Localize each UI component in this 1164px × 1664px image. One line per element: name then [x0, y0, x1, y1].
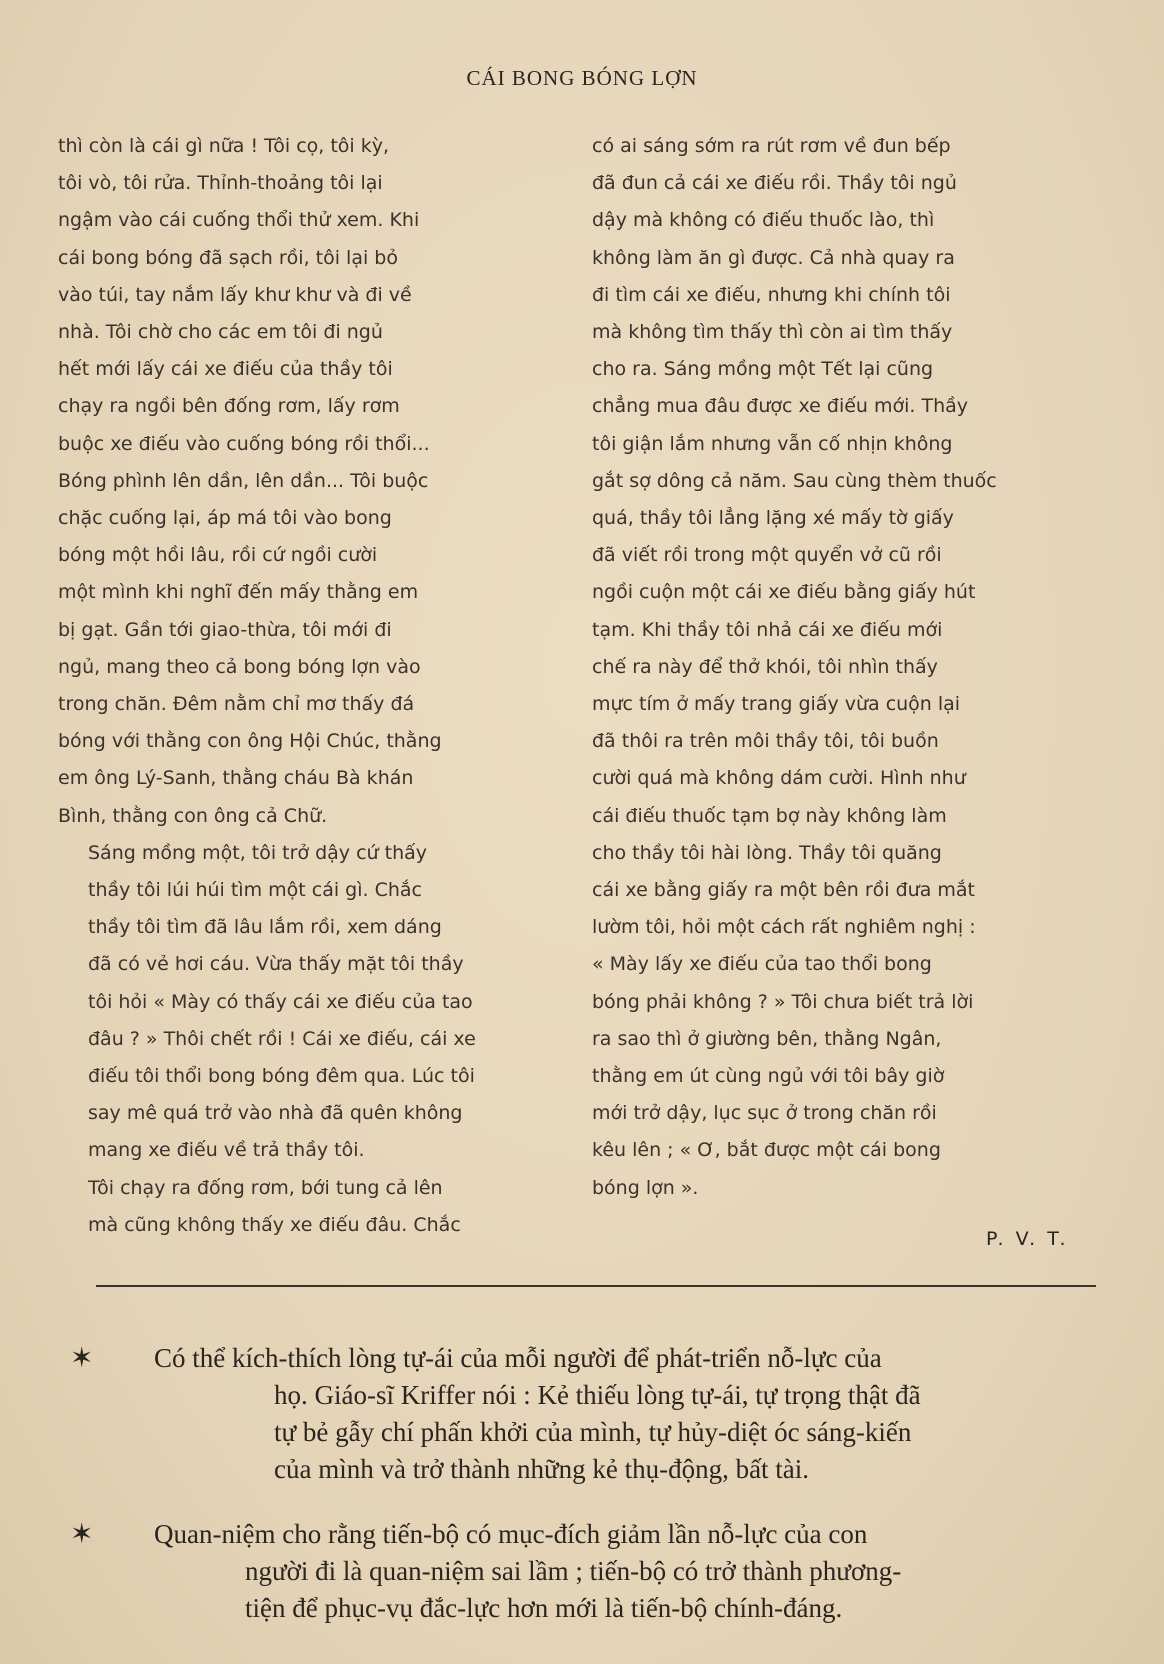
note-line: Quan-niệm cho rằng tiến-bộ có mục-đích giảm lần nỗ-lực của con [154, 1519, 868, 1549]
text-line: có ai sáng sớm ra rút rơm về đun bếp [592, 135, 951, 157]
left-paragraph-3 [58, 1170, 568, 1244]
text-line: tạm. Khi thầy tôi nhả cái xe điếu mới [592, 618, 943, 641]
text-line: đã thôi ra trên môi thầy tôi, tôi buồn [592, 730, 939, 753]
text-line: bóng một hồi lâu, rồi cứ ngồi cười [58, 544, 378, 567]
text-line: mang xe điếu về trả thầy tôi. [88, 1139, 365, 1162]
text-line: kêu lên ; « Ơ, bắt được một cái bong [592, 1139, 941, 1162]
text-line: chạy ra ngồi bên đống rơm, lấy rơm [58, 395, 400, 418]
text-line: « Mày lấy xe điếu của tao thổi bong [592, 953, 932, 976]
text-line: cho ra. Sáng mồng một Tết lại cũng [592, 358, 934, 381]
star-bullet-icon: ✶ [70, 1519, 94, 1550]
text-line: bị gạt. Gần tới giao-thừa, tôi mới đi [58, 618, 392, 641]
text-line: say mê quá trở vào nhà đã quên không [88, 1102, 463, 1125]
text-line: cái bong bóng đã sạch rồi, tôi lại bỏ [58, 246, 398, 269]
text-line: đâu ? » Thôi chết rồi ! Cái xe điếu, cái xe [88, 1027, 476, 1050]
note-line: tiện để phục-vụ đắc-lực hơn mới là tiến-bộ chính-đáng. [245, 1593, 843, 1623]
text-line: quá, thầy tôi lẳng lặng xé mấy tờ giấy [592, 507, 954, 530]
text-line: trong chăn. Đêm nằm chỉ mơ thấy đá [58, 693, 415, 716]
star-bullet-icon: ✶ [70, 1343, 94, 1374]
text-line: đi tìm cái xe điếu, nhưng khi chính tôi [592, 283, 951, 306]
note-line: người đi là quan-niệm sai lầm ; tiến-bộ có trở thành phương- [245, 1556, 902, 1586]
text-line: điếu tôi thổi bong bóng đêm qua. Lúc tôi [88, 1065, 475, 1088]
text-line: buộc xe điếu vào cuống bóng rồi thổi... [58, 432, 430, 455]
text-line: thầy tôi lúi húi tìm một cái gì. Chắc [88, 879, 422, 902]
text-line: ra sao thì ở giường bên, thằng Ngân, [592, 1027, 942, 1050]
text-line: một mình khi nghĩ đến mấy thằng em [58, 581, 419, 604]
text-line: ngủ, mang theo cả bong bóng lợn vào [58, 655, 421, 678]
text-line: dậy mà không có điếu thuốc lào, thì [592, 209, 935, 232]
text-line: cười quá mà không dám cười. Hình như [592, 767, 966, 790]
author-signature: P. V. T. [986, 1228, 1069, 1250]
left-column [58, 128, 568, 1244]
left-paragraph-1 [58, 128, 568, 835]
text-line: Sáng mồng một, tôi trở dậy cứ thấy [88, 841, 427, 864]
text-line: đã đun cả cái xe điếu rồi. Thầy tôi ngủ [592, 172, 957, 195]
text-line: hết mới lấy cái xe điếu của thầy tôi [58, 358, 393, 381]
note-block-1 [70, 1340, 1110, 1488]
text-line: tôi hỏi « Mày có thấy cái xe điếu của tao [88, 990, 473, 1013]
text-line: Tôi chạy ra đống rơm, bới tung cả lên [88, 1176, 443, 1199]
note-line: Có thể kích-thích lòng tự-ái của mỗi người để phát-triển nỗ-lực của [154, 1343, 882, 1373]
text-line: bóng với thằng con ông Hội Chúc, thằng [58, 730, 442, 753]
text-line: bóng phải không ? » Tôi chưa biết trả lời [592, 990, 974, 1013]
text-line: chặc cuống lại, áp má tôi vào bong [58, 507, 392, 530]
text-line: mà không tìm thấy thì còn ai tìm thấy [592, 321, 953, 344]
text-line: thì còn là cái gì nữa ! Tôi cọ, tôi kỳ, [58, 135, 390, 157]
note-line: tự bẻ gẫy chí phấn khởi của mình, tự hủy-diệt óc sáng-kiến [274, 1417, 912, 1447]
text-line: mực tím ở mấy trang giấy vừa cuộn lại [592, 693, 961, 716]
text-line: cái xe bằng giấy ra một bên rồi đưa mắt [592, 879, 975, 902]
note-line: họ. Giáo-sĩ Kriffer nói : Kẻ thiếu lòng tự-ái, tự trọng thật đã [274, 1380, 921, 1410]
text-line: mới trở dậy, lục sục ở trong chăn rồi [592, 1102, 937, 1125]
section-divider [96, 1285, 1096, 1287]
text-line: không làm ăn gì được. Cả nhà quay ra [592, 246, 955, 269]
text-line: mà cũng không thấy xe điếu đâu. Chắc [88, 1213, 461, 1236]
text-line: Bóng phình lên dần, lên dần... Tôi buộc [58, 469, 429, 492]
text-line: chế ra này để thở khói, tôi nhìn thấy [592, 655, 938, 678]
text-line: tôi giận lắm nhưng vẫn cố nhịn không [592, 432, 953, 455]
text-line: bóng lợn ». [592, 1176, 699, 1199]
left-paragraph-2 [58, 835, 568, 1170]
text-line: Bình, thằng con ông cả Chữ. [58, 804, 328, 827]
text-line: thằng em út cùng ngủ với tôi bây giờ [592, 1065, 945, 1088]
text-line: gắt sợ dông cả năm. Sau cùng thèm thuốc [592, 469, 997, 492]
right-paragraph-1 [592, 128, 1100, 1207]
note-block-2 [70, 1516, 1110, 1627]
text-line: đã có vẻ hơi cáu. Vừa thấy mặt tôi thầy [88, 953, 464, 976]
text-line: cho thầy tôi hài lòng. Thầy tôi quăng [592, 841, 942, 864]
text-line: em ông Lý-Sanh, thằng cháu Bà khán [58, 767, 414, 790]
text-line: cái điếu thuốc tạm bợ này không làm [592, 804, 947, 827]
text-line: lườm tôi, hỏi một cách rất nghiêm nghị : [592, 916, 976, 939]
text-line: nhà. Tôi chờ cho các em tôi đi ngủ [58, 321, 383, 344]
text-line: đã viết rồi trong một quyển vở cũ rồi [592, 544, 942, 567]
right-column [592, 128, 1100, 1207]
running-head-title: CÁI BONG BÓNG LỢN [466, 66, 698, 90]
text-line: thầy tôi tìm đã lâu lắm rồi, xem dáng [88, 916, 442, 939]
text-line: vào túi, tay nắm lấy khư khư và đi về [58, 283, 412, 306]
text-line: tôi vò, tôi rửa. Thỉnh-thoảng tôi lại [58, 172, 383, 195]
text-line: ngậm vào cái cuống thổi thử xem. Khi [58, 209, 420, 232]
note-line: của mình và trở thành những kẻ thụ-động, bất tài. [274, 1454, 810, 1484]
text-line: chẳng mua đâu được xe điếu mới. Thầy [592, 395, 969, 418]
text-line: ngồi cuộn một cái xe điếu bằng giấy hút [592, 581, 976, 604]
